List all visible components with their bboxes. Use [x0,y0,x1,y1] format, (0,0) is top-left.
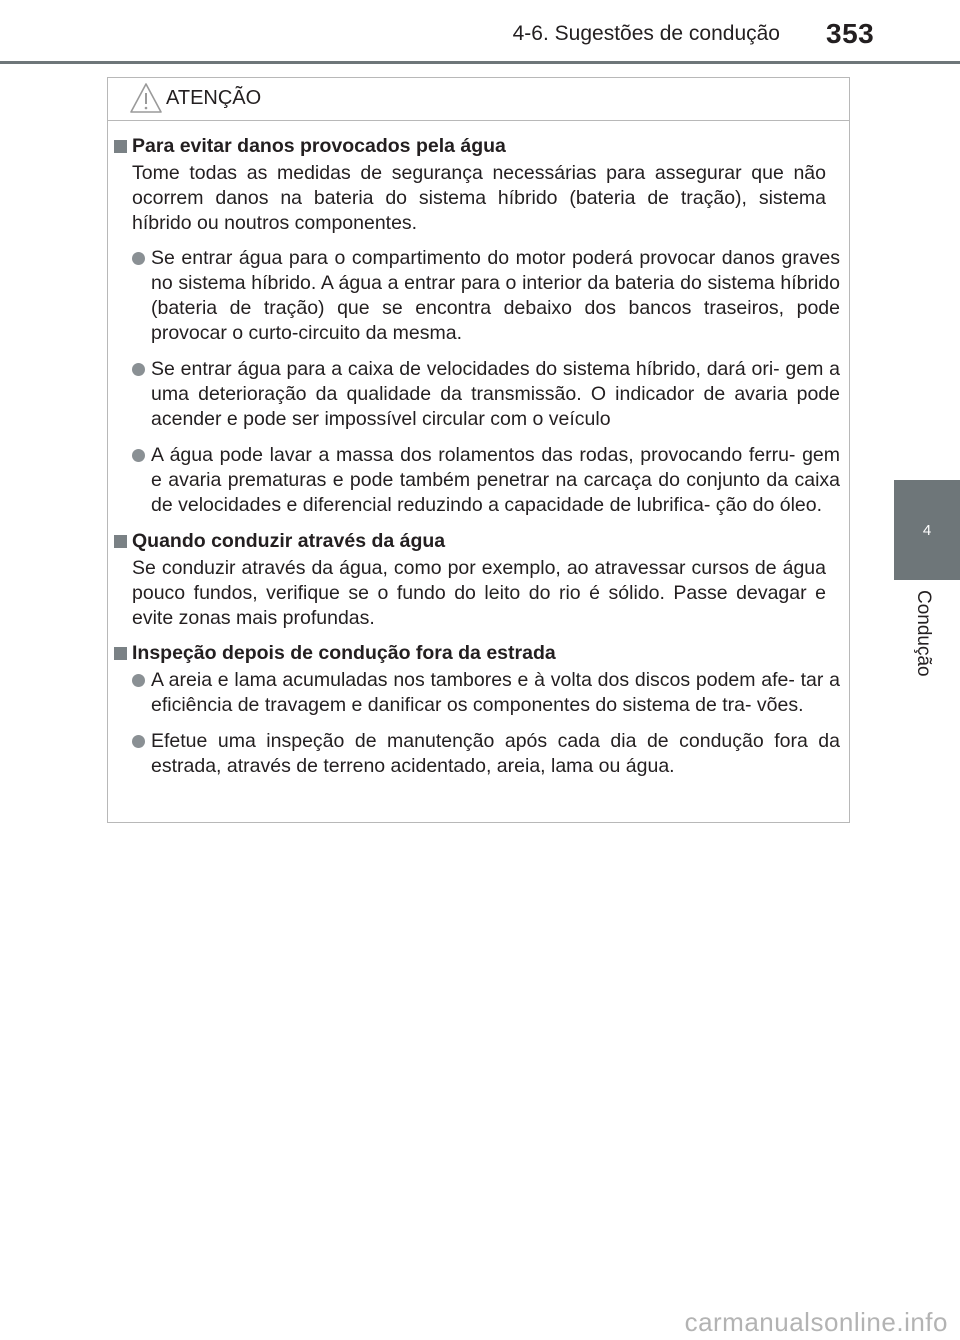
list-item-text: Efetue uma inspeção de manutenção após cada dia de condução fora da estrada, através de terreno acidentado, areia, lama ou água. [151,730,840,777]
page-number: 353 [826,18,875,49]
section-header-title: 4-6. Sugestões de condução [512,22,780,45]
circle-bullet-icon [132,735,145,748]
warning-section [114,134,840,518]
circle-bullet-icon [132,449,145,462]
list-item [132,443,840,518]
warning-header [108,78,849,121]
list-item [132,668,840,718]
square-bullet-icon [114,535,127,548]
circle-bullet-icon [132,363,145,376]
list-item-text: Se entrar água para o compartimento do motor poderá provocar danos graves no sistema híbrido. A água a entrar para o interior da bateria do sistema híbrido (bateria de tração) que se encontra debaixo dos bancos traseiros, pode provocar o curto-circuito da mesma. [151,247,840,344]
chapter-number: 4 [922,522,932,539]
list-item [132,246,840,346]
list-item-text: A água pode lavar a massa dos rolamentos das rodas, provocando ferru- gem e avaria prematuras e pode também penetrar na carcaça do conjunto da caixa de velocidades e diferencial reduzindo a capacidade de lubrifica- ção do óleo. [151,444,840,516]
warning-triangle-icon [129,82,163,119]
warning-content [114,134,840,790]
chapter-tab [894,480,960,580]
list-item [132,357,840,432]
square-bullet-icon [114,140,127,153]
warning-title: ATENÇÃO [166,87,262,109]
section-title: Para evitar danos provocados pela água [132,135,506,157]
section-paragraph: Tome todas as medidas de segurança necessárias para assegurar que não ocorrem danos na bateria do sistema híbrido (bateria de tração), sistema híbrido ou noutros componentes. [132,162,826,234]
list-item-text: Se entrar água para a caixa de velocidades do sistema híbrido, dará ori- gem a uma deterioração da qualidade da transmissão. O indicador de avaria pode acender e pode ser impossível circular com o veículo [151,358,840,430]
warning-section [114,529,840,631]
section-title: Quando conduzir através da água [132,530,446,552]
header-divider [0,61,960,64]
chapter-label: Condução [913,590,934,677]
section-paragraph: Se conduzir através da água, como por exemplo, ao atravessar cursos de água pouco fundos, verifique se o fundo do leito do rio é sólido. Passe devagar e evite zonas mais profundas. [132,557,826,629]
circle-bullet-icon [132,674,145,687]
list-item [132,729,840,779]
warning-box [107,77,850,823]
watermark-text: carmanualsonline.info [684,1307,948,1337]
square-bullet-icon [114,647,127,660]
warning-section [114,641,840,779]
circle-bullet-icon [132,252,145,265]
section-title: Inspeção depois de condução fora da estrada [132,642,556,664]
list-item-text: A areia e lama acumuladas nos tambores e à volta dos discos podem afe- tar a eficiência de travagem e danificar os componentes do sistema de tra- vões. [151,669,840,716]
